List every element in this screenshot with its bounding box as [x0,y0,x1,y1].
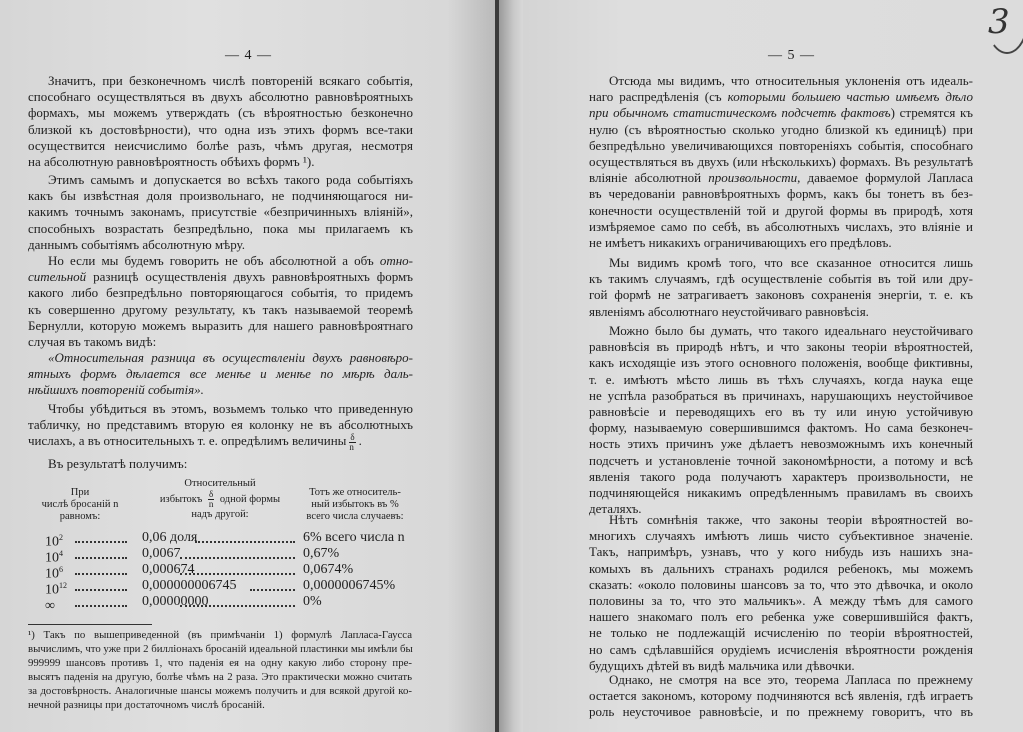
leader-dots [195,541,295,543]
text-segment: разницѣ осуществленія двухъ равновѣроятныхъ формъ [86,269,413,285]
text-line: явленія такого рода получаютъ характеръ произвольности, не [589,468,973,484]
text-line: но самъ сдѣлавшійся орудіемъ исчисленія вѣроятности рожденія [589,641,973,657]
relative-cell: 0,00000000 [142,594,209,609]
text-line: близкой къ достовѣрности), что одна изъ этихъ формъ все-таки [28,121,413,137]
text-line: т. е. имѣютъ мѣсто лишь въ тѣхъ случаяхъ, когда наука еще [589,371,973,387]
text-segment: ) стремятся къ [890,105,973,121]
text-line [28,366,413,382]
throws-exponent: 2 [59,533,63,542]
text-line: равновѣсія въ природѣ нѣтъ, и что законы теоріи вѣроятностей, [589,339,973,355]
italic-text: произвольности [708,170,798,186]
leader-dots [180,557,295,559]
throws-base: 10 [45,582,59,598]
text-line: Чтобы убѣдиться въ этомъ, возьмемъ только что приведенную [48,401,413,416]
percent-cell: 6% всего числа n [303,530,405,545]
header-text: одной формы [219,493,281,505]
relative-cell: 0,06 доля [142,530,198,545]
text-segment: Но если мы будемъ говорить не объ абсолютной а объ [48,253,380,268]
paragraph [28,172,413,253]
text-line: многихъ случаяхъ имѣютъ лишь чисто субъективное значеніе. [589,528,973,544]
text-line: 999999 шансовъ противъ 1, что паденія ея на одну какую либо сторону пре- [28,657,412,669]
text-line: вычислимъ, что уже при 2 билліонахъ бросаній идеальной пластинки мы имѣли бы [28,643,413,655]
page-gutter [499,0,523,732]
paragraph [589,672,973,721]
numerator: δ [208,489,214,499]
text-line: къ такимъ случаямъ, гдѣ осуществленіе событія въ той или дру- [589,271,973,287]
text-line: къ совершенно другому результату, къ такъ называемой теоремѣ [28,301,413,317]
text-line: нулю (съ вѣроятностью сколько угодно близкой къ единицѣ) при [589,121,973,137]
text-line: половины за то, что это мальчикъ». А между тѣмъ для самого [589,592,973,608]
text-line: форму, называемую совершившимся фактомъ. Но сама безконеч- [589,420,973,436]
throws-exponent: 4 [59,549,63,558]
text-line: безпредѣльно увеличивающихся повтореніяхъ событія, способнаго [589,137,973,153]
text-line: Можно было бы думать, что такого идеальнаго неустойчиваго [609,323,973,338]
text-line: Значитъ, при безконечномъ числѣ повтореній всякаго событія, [48,73,413,88]
text-line: подсчетъ и установленіе точной закономѣрности, а потому и всѣ [589,452,973,468]
throws-exponent: 12 [59,581,67,590]
text-line: способнаго осуществляться въ двухъ абсолютно равновѣроятныхъ [28,89,413,105]
text-line: на абсолютную равновѣроятность обѣихъ формъ ¹). [28,153,315,169]
text-segment: , даваемое формулой Лапласа [797,170,973,186]
fraction [349,433,355,452]
throws-cell [45,594,55,615]
text-line: конечности осуществленій той и другой формы въ природѣ, хотя [589,202,973,218]
page-number: — 5 — [768,48,815,63]
text-line: какого либо безпредѣльно повторяющагося событія, то придемъ [28,285,413,301]
text-line: комыхъ въ дальнихъ странахъ родился ребенокъ, мы можемъ [589,560,973,576]
text-line [28,350,413,366]
paragraph [28,400,413,452]
text-line [28,382,413,398]
leader-dots [180,605,295,607]
throws-base: 10 [45,550,59,566]
text-line: осуществится неисчислимо болѣе разъ, чѣмъ другая, несмотря [28,137,413,153]
text-line: случая въ такомъ видѣ: [28,333,157,349]
text-segment: . [358,433,362,449]
text-line: какъ бы извѣстная доля произвольнаго, не подчиняющагося ни- [28,188,413,204]
text-line: Отсюда мы видимъ, что относительныя уклоненія отъ идеаль- [609,73,973,88]
header-line: числѣ бросаній n [41,499,119,510]
italic-text: сительной [28,269,87,285]
footnote-divider [28,624,152,625]
percent-cell: 0% [303,594,322,609]
text-line: не только не подлежащій исчисленію по теоріи вѣроятностей, [589,625,973,641]
text-line: подчиняющейся никакимъ опредѣленнымъ правиламъ въ своихъ [589,484,973,500]
text-line: какъ исходящіе изъ этого основного положенія, вообще фиктивны, [589,355,973,371]
leader-dots [180,573,295,575]
text-line: какимъ точнымъ законамъ, присутствіе «безпричинныхъ вліяній», [28,204,413,220]
text-line: табличку, но представимъ вторую ея колонку не въ абсолютныхъ [28,417,413,433]
text-line: Мы видимъ кромѣ того, что все сказанное относится лишь [609,255,973,270]
percent-cell: 0,0674% [303,562,354,577]
text-segment: наго распредѣленія (съ [589,89,728,105]
paragraph [28,73,413,170]
leader-dots [75,573,127,575]
table-header-relative-excess [140,478,300,521]
table-row [45,578,435,598]
paragraph [589,512,973,674]
left-page [0,0,497,732]
text-line: Этимъ самымъ и допускается во всѣхъ такого рода событіяхъ [48,172,413,187]
text-line: не успѣла разобраться въ причинахъ, нарушающихъ неустойчивое [589,387,973,403]
header-line [140,490,300,509]
numerator: δ [350,431,355,442]
header-line: всего числа случаевъ: [306,511,404,522]
table-header-throws [30,487,130,523]
paragraph [28,253,413,350]
text-line [589,105,973,121]
text-line: даннымъ событіямъ абсолютную мѣру. [28,236,245,252]
text-line: будущихъ дѣтей въ видѣ мальчика или дѣвочки. [589,657,855,673]
text-line: за достовѣрность. Аналогичные шансы можемъ получить и для всякой другой ко- [28,685,412,697]
percent-cell: 0,0000006745% [303,578,396,593]
header-line: надъ другой: [191,509,249,520]
leader-dots [75,605,127,607]
text-line: формахъ, мы можемъ утверждать (съ вѣроятностью безконечно [28,105,413,121]
text-line: ¹) Такъ по вышеприведенной (въ примѣчаніи 1) формулѣ Лапласа-Гаусса [28,629,412,641]
throws-base: 10 [45,566,59,582]
denominator: n [349,441,354,452]
text-line: явленіямъ абсолютнаго неустойчиваго равновѣсія. [589,303,869,319]
text-line: роль неусточивое равновѣсіе, и по прежнему говоритъ, что въ [589,704,973,720]
leader-dots [75,557,127,559]
paragraph [589,255,973,320]
text-line: равновѣсіе и переводящихъ его въ ту или иную устойчивую [589,403,973,419]
header-line: ный избытокъ въ % [311,499,399,510]
text-line: Въ результатѣ получимъ: [48,456,188,471]
relative-cell: 0,000674 [142,562,195,577]
text-line: Такъ, напримѣръ, узнавъ, что у кого нибудь изъ нашихъ зна- [589,544,973,560]
fraction [208,490,214,509]
table-row [45,546,435,566]
footnote [28,628,412,712]
text-line: деталяхъ. [589,501,642,517]
text-segment: вліяніе абсолютной [589,170,709,186]
text-line: не имѣетъ никакихъ ограничивающихъ его предѣловъ. [589,234,892,250]
paragraph [28,456,413,472]
text-segment: числахъ, а въ относительныхъ т. е. опредѣлимъ величины [28,433,347,449]
italic-text: ятныхъ формъ дѣлается все менѣе и менѣе по мѣрѣ даль- [28,366,413,382]
page-number: — 4 — [225,48,272,63]
text-line: сказать: «около половины шансовъ за то, что это дѣвочка, и около [589,576,973,592]
throws-base: ∞ [45,598,55,614]
leader-dots [75,589,127,591]
italic-text: нѣйшихъ повтореній событія». [28,382,204,398]
text-line: осуществляться въ двухъ (или нѣсколькихъ) формахъ. Въ результатѣ [589,153,973,169]
right-page [523,0,1023,732]
text-line: ность этихъ причинъ уже дѣлаетъ невозможнымъ ихъ конечный [589,436,973,452]
header-line: При [70,487,90,498]
throws-base: 10 [45,534,59,550]
text-line: Однако, не смотря на все это, теорема Лапласа по прежнему [609,672,973,687]
table-row [45,530,435,550]
throws-exponent: 6 [59,565,63,574]
header-line: равномъ: [59,511,101,522]
italic-text: которыми большею частью имѣемъ дѣло [727,89,973,105]
header-text: избытокъ [159,493,203,505]
table-row [45,562,435,582]
denominator: n [208,499,214,509]
italic-text: «Относительная разница въ осуществленіи двухъ равновѣро- [48,350,413,365]
relative-cell: 0,0067 [142,546,181,561]
text-line [28,431,413,452]
table-row [45,594,435,614]
text-line: способныхъ возрастать безпредѣльно, пока мы прилагаемъ къ [28,220,413,236]
text-line: Бернулли, которую можемъ выразить для нашего равновѣроятнаго [28,317,413,333]
percent-cell: 0,67% [303,546,340,561]
quotation [28,350,413,399]
handwritten-page-number: 3 [988,2,1010,42]
italic-text: отно- [379,253,413,268]
text-line: измѣряемое само по себѣ, въ абсолютныхъ числахъ, это вліяніе и [589,218,973,234]
paragraph [589,323,973,517]
leader-dots [250,589,295,591]
text-line: нашего знакомаго полъ его ребенка уже совершившійся фактъ, [589,609,973,625]
table-header-percent [300,487,410,523]
text-line [589,89,973,105]
text-line: нечной разницы при достаточномъ числѣ бросаній. [28,699,265,711]
header-line: Тотъ же относитель- [309,487,401,498]
text-line: Нѣтъ сомнѣнія также, что законы теоріи вѣроятностей во- [609,512,973,527]
text-line [28,269,413,285]
italic-text: при обычномъ статистическомъ подсчетѣ фактовъ [589,105,891,121]
relative-cell: 0,000000006745 [142,578,237,593]
text-line: высятъ паденія на другую, болѣе чѣмъ на 2 раза. Это практически можно считать [28,671,412,683]
text-line: гой формѣ не затрагиваетъ законовъ сохраненія энергіи, т. е. къ [589,287,973,303]
text-line: остается закономъ, которому подчиняются всѣ явленія, гдѣ играетъ [589,688,973,704]
text-line [589,170,973,186]
leader-dots [75,541,127,543]
text-line: въ чередованіи равновѣроятныхъ формъ, какъ бы тонетъ въ без- [589,186,973,202]
paragraph [589,73,973,251]
header-line: Относительный [184,478,256,489]
text-line [28,253,413,269]
